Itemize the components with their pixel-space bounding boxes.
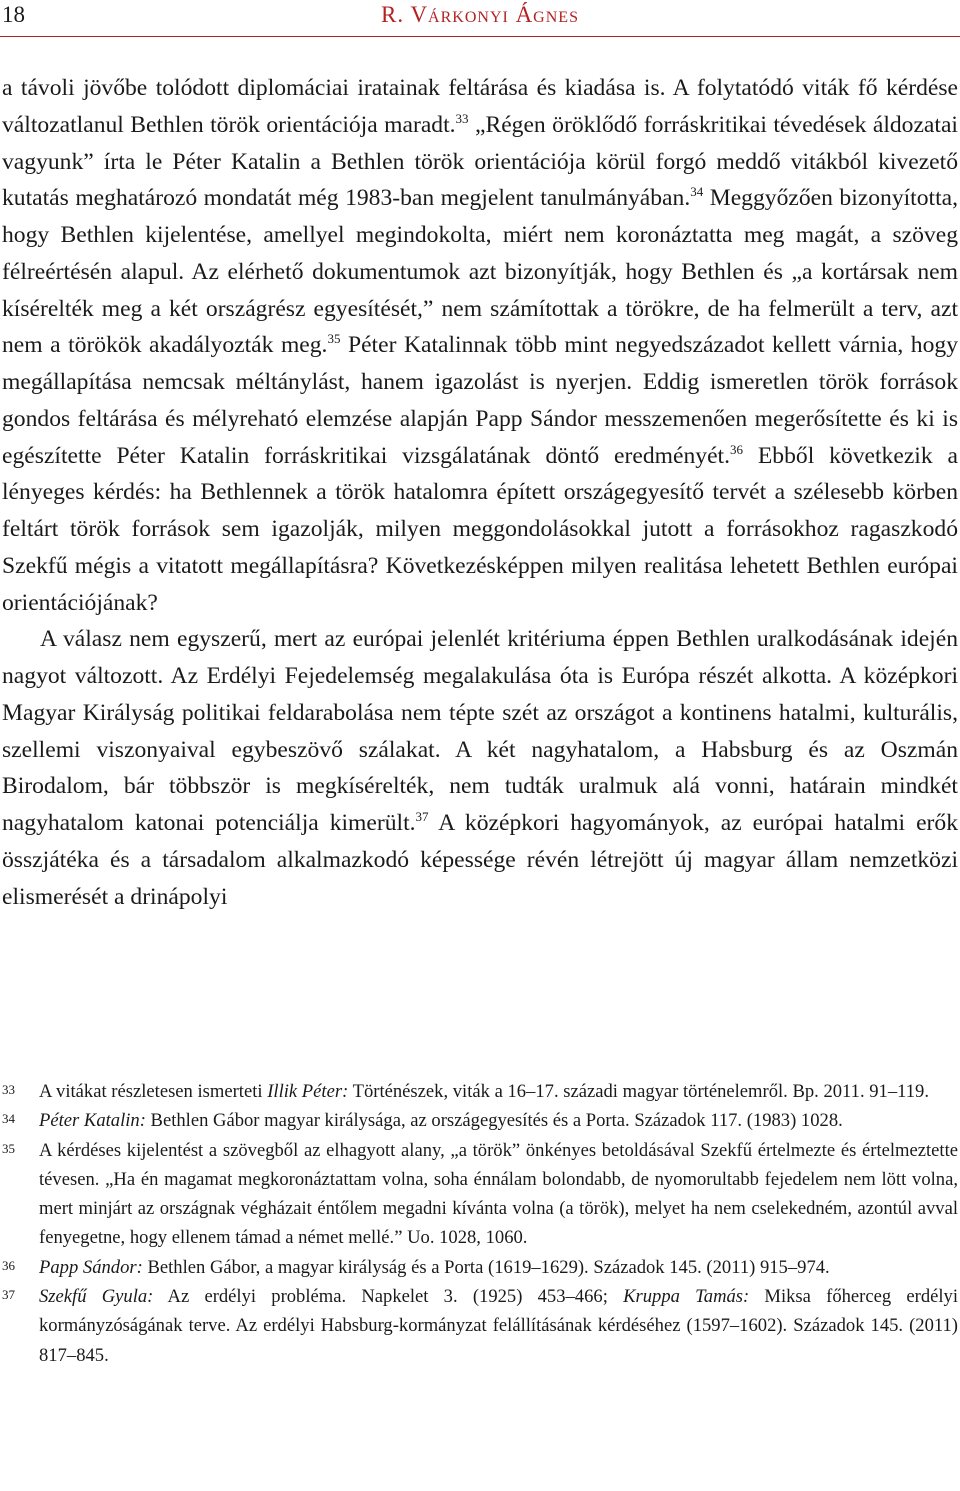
footnote-ref-35[interactable]: 35: [327, 331, 341, 347]
paragraph-2: [2, 621, 958, 915]
footnote-text: Bethlen Gábor, a magyar királyság és a Porta (1619–1629). Századok 145. (2011) 915–974.: [142, 1256, 830, 1278]
text-segment: Péter Katalinnak több mint negyedszázadot kellett várnia, hogy megállapítása nemcsak méltánylást, hanem igazolást is nyerjen. Eddig ismeretlen török források gondos feltárása és mélyreható elemzése alapján Papp Sándor messzemenően megerősítette és ki is egészítette Péter Katalin forráskritikai vizsgálatának döntő eredményét.: [2, 332, 958, 469]
footnote-text: A kérdéses kijelentést a szövegből az elhagyott alany, „a török” önkényes betoldásával Szekfű értelmezte és értelmeztette tévesen. „Ha én magamat megkoronáztattam volna, soha énnálam bolondabb, de nyomorultabb fejedelem nem lött volna, mert minjárt az országnak végházait éntőlem megadni kívánta volna (a török), melyet ha nem cselekedném, azontúl avval fenyegetne, hogy ellenem támad a német mellé.” Uo. 1028, 1060.: [39, 1139, 958, 1249]
footnote-author: Illik Péter:: [267, 1081, 349, 1102]
header-rule: [0, 36, 960, 37]
footnote-33: [2, 1077, 958, 1106]
footnote-number: 37: [2, 1287, 15, 1303]
footnote-text: Bethlen Gábor magyar királysága, az országegyesítés és a Porta. Századok 117. (1983) 1028.: [145, 1110, 843, 1132]
text-segment: Ebből következik a lényeges kérdés: ha Bethlennek a török hatalomra épített országegyesítő tervét a szélesebb körben feltárt török források sem igazolják, milyen meggondolásokkal jutott a forrásokhoz ragaszkodó Szekfű mégis a vitatott megállapításra? Következésképpen milyen realitása lehetett Bethlen európai orientációjának?: [2, 442, 958, 616]
main-text: [2, 70, 958, 915]
footnote-text: A vitákat részletesen ismerteti: [39, 1081, 268, 1102]
footnote-number: 36: [2, 1257, 15, 1273]
paragraph-1: [2, 70, 958, 621]
footnotes: [2, 1077, 958, 1370]
footnote-ref-33[interactable]: 33: [455, 110, 469, 126]
footnote-36: [2, 1253, 958, 1282]
text-segment: A középkori hagyományok, az európai hatalmi erők összjátéka és a társadalom alkalmazkodó képessége révén létrejött új magyar állam nemzetközi elismerését a drinápolyi: [2, 810, 959, 910]
text-segment: „Régen öröklődő forráskritikai tévedések áldozatai vagyunk” írta le Péter Katalin a Bethlen török orientációja körül forgó meddő vitákból kivezető kutatás meghatározó mondatát még 1983-ban megjelent tanulmányában.: [2, 111, 958, 212]
footnote-text: Miksa főherceg erdélyi kormányzóságának terve. Az erdélyi Habsburg-kormányzat felállításának kérdéséhez (1597–1602). Századok 145. (2011) 817–845.: [39, 1286, 958, 1366]
footnote-number: 33: [2, 1082, 15, 1097]
footnote-34: [2, 1106, 958, 1135]
footnote-author: Szekfű Gyula:: [39, 1286, 154, 1308]
footnote-35: [2, 1136, 958, 1253]
footnote-author: Kruppa Tamás:: [623, 1286, 750, 1308]
text-segment: Meggyőzően bizonyította, hogy Bethlen kijelentése, amellyel megindokolta, miért nem koronáztatta meg magát, a szöveg félreértésén alapul. Az elérhető dokumentumok azt bizonyítják, hogy Bethlen és „a kortársak nem kísérelték meg a két országrész egyesítését,” nem számítottak a törökre, de ha felmerült a terv, azt nem a törökök akadályozták meg.: [2, 185, 959, 359]
footnote-number: 35: [2, 1140, 15, 1156]
footnote-author: Péter Katalin:: [39, 1110, 146, 1132]
page-number: 18: [2, 2, 25, 27]
footnote-text: Az erdélyi probléma. Napkelet 3. (1925) 453–466;: [153, 1286, 624, 1308]
footnote-37: [2, 1282, 958, 1370]
footnote-ref-34[interactable]: 34: [690, 184, 704, 200]
running-head: R. Várkonyi Ágnes: [381, 2, 579, 27]
text-segment: A válasz nem egyszerű, mert az európai jelenlét kritériuma éppen Bethlen uralkodásának idején nagyot változott. Az Erdélyi Fejedelemség megalakulása óta is Európa részét alkotta. A középkori Magyar Királyság politikai feldarabolása nem tépte szét az országot a kontinens hatalmi, kulturális, szellemi viszonyaival egybeszövő szálakat. A két nagyhatalom, a Habsburg és az Oszmán Birodalom, bár többször is megkísérelték, nem tudták uralmuk alá vonni, határain mindkét nagyhatalom katonai potenciálja kimerült.: [2, 626, 958, 836]
footnote-ref-36[interactable]: 36: [730, 441, 744, 457]
footnote-number: 34: [2, 1111, 15, 1127]
page-header: [0, 0, 960, 38]
footnote-text: Történészek, viták a 16–17. századi magyar történelemről. Bp. 2011. 91–119.: [348, 1081, 929, 1102]
footnote-ref-37[interactable]: 37: [415, 809, 429, 824]
text-segment: a távoli jövőbe tolódott diplomáciai iratainak feltárása és kiadása is. A folytatódó viták fő kérdése változatlanul Bethlen török orientációja maradt.: [2, 75, 958, 138]
footnote-author: Papp Sándor:: [39, 1256, 143, 1278]
